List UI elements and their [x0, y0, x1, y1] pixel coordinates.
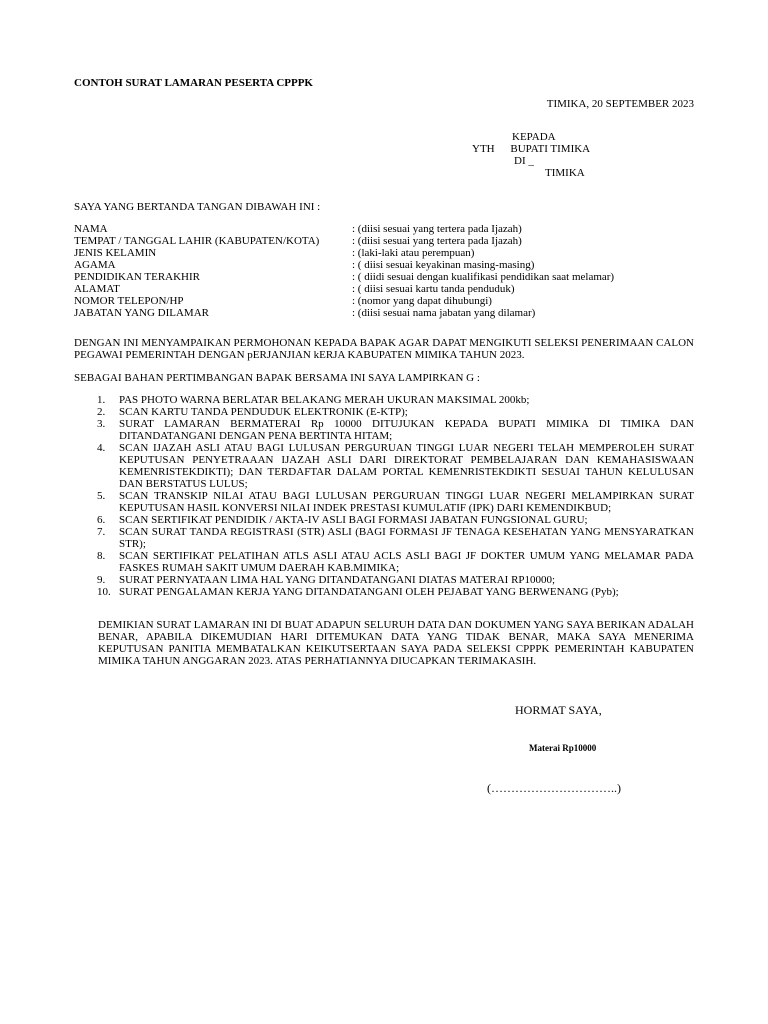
stamp-duty-label: Materai Rp10000 [529, 743, 597, 753]
list-number: 10. [97, 586, 111, 598]
attachment-list [74, 394, 694, 598]
list-number: 8. [97, 550, 106, 562]
field-value: : (laki-laki atau perempuan) [352, 247, 475, 259]
address-city: TIMIKA [545, 167, 585, 179]
closing-salutation: HORMAT SAYA, [515, 703, 602, 717]
address-yth-prefix: YTH [472, 143, 495, 155]
list-text: SURAT LAMARAN BERMATERAI Rp 10000 DITUJUKAN KEPADA BUPATI MIMIKA DI TIMIKA DAN DITANDATANGANI DENGAN PENA BERTINTA HITAM; [119, 418, 694, 442]
list-text: SURAT PERNYATAAN LIMA HAL YANG DITANDATANGANI DIATAS MATERAI RP10000; [119, 574, 556, 586]
applicant-fields [74, 223, 714, 319]
list-number: 7. [97, 526, 106, 538]
list-item [74, 526, 694, 550]
field-label: ALAMAT [74, 283, 120, 295]
list-text: SURAT PENGALAMAN KERJA YANG DITANDATANGANI OLEH PEJABAT YANG BERWENANG (Pyb); [119, 586, 619, 598]
field-row-jenis-kelamin [74, 247, 714, 259]
field-value: : ( diisi sesuai keyakinan masing-masing) [352, 259, 535, 271]
address-di: DI _ [514, 155, 534, 167]
field-label: TEMPAT / TANGGAL LAHIR (KABUPATEN/KOTA) [74, 235, 320, 247]
letter-title: CONTOH SURAT LAMARAN PESERTA CPPPK [74, 77, 313, 89]
list-item [74, 574, 694, 586]
field-label: JABATAN YANG DILAMAR [74, 307, 209, 319]
field-label: JENIS KELAMIN [74, 247, 157, 259]
closing-paragraph: DEMIKIAN SURAT LAMARAN INI DI BUAT ADAPUN SELURUH DATA DAN DOKUMEN YANG SAYA BERIKAN ADALAH BENAR, APABILA DIKEMUDIAN HARI DITEMUKAN DATA YANG TIDAK BENAR, MAKA SAYA MENERIMA KEPUTUSAN PANITIA MEMBATALKAN KEIKUTSERTAAN SAYA PADA SELEKSI CPPPK PEMERINTAH KABUPATEN MIMIKA TAHUN ANGGARAN 2023. ATAS PERHATIANNYA DIUCAPKAN TERIMAKASIH. [98, 619, 694, 667]
list-item [74, 442, 694, 490]
letter-date: TIMIKA, 20 SEPTEMBER 2023 [546, 98, 694, 110]
field-label: NOMOR TELEPON/HP [74, 295, 184, 307]
list-text: SCAN SERTIFIKAT PENDIDIK / AKTA-IV ASLI BAGI FORMASI JABATAN FUNGSIONAL GURU; [119, 514, 588, 526]
field-row-agama [74, 259, 714, 271]
list-text: SCAN KARTU TANDA PENDUDUK ELEKTRONIK (E-KTP); [119, 406, 408, 418]
field-label: PENDIDIKAN TERAKHIR [74, 271, 200, 283]
list-number: 9. [97, 574, 106, 586]
list-number: 3. [97, 418, 106, 430]
field-value: : (diisi sesuai nama jabatan yang dilamar) [352, 307, 536, 319]
list-text: SCAN TRANSKIP NILAI ATAU BAGI LULUSAN PERGURUAN TINGGI LUAR NEGERI MELAMPIRKAN SURAT KEPUTUSAN HASIL KONVERSI NILAI INDEK PRESTASI KUMULATIF (IPK) DARI KEMENDIKBUD; [119, 490, 694, 514]
address-yth-name: BUPATI TIMIKA [510, 143, 591, 155]
address-to: KEPADA [512, 131, 556, 143]
field-row-nama [74, 223, 714, 235]
list-number: 4. [97, 442, 106, 454]
list-item [74, 490, 694, 514]
field-label: NAMA [74, 223, 108, 235]
field-row-pendidikan [74, 271, 714, 283]
field-row-jabatan [74, 307, 714, 319]
field-row-telepon [74, 295, 714, 307]
list-text: SCAN SERTIFIKAT PELATIHAN ATLS ASLI ATAU ACLS ASLI BAGI JF DOKTER UMUM YANG MELAMAR PADA FASKES RUMAH SAKIT UMUM DAERAH KAB.MIMIKA; [119, 550, 694, 574]
list-item [74, 514, 694, 526]
field-value: : (diisi sesuai yang tertera pada Ijazah) [352, 223, 522, 235]
list-number: 1. [97, 394, 106, 406]
list-item [74, 586, 694, 598]
field-value: : ( diisi sesuai kartu tanda penduduk) [352, 283, 515, 295]
list-item [74, 550, 694, 574]
address-yth [472, 143, 590, 155]
list-text: SCAN SURAT TANDA REGISTRASI (STR) ASLI (BAGI FORMASI JF TENAGA KESEHATAN YANG MENSYARATKAN STR); [119, 526, 694, 550]
field-value: : (nomor yang dapat dihubungi) [352, 295, 492, 307]
list-number: 6. [97, 514, 106, 526]
field-value: : (diisi sesuai yang tertera pada Ijazah) [352, 235, 522, 247]
list-item [74, 418, 694, 442]
list-text: SCAN IJAZAH ASLI ATAU BAGI LULUSAN PERGURUAN TINGGI LUAR NEGERI TELAH MEMPEROLEH SURAT KEPUTUSAN PENYETRAAAN IJAZAH ASLI DARI DIREKTORAT PEMBELAJARAN DAN KEMAHASISWAAN KEMENRISTEKDIKTI); DAN TERDAFTAR DALAM PORTAL KEMENRISTEKDIKTI SESUAI TAHUN KELULUSAN DAN BERSTATUS LULUS; [119, 442, 694, 490]
attachment-intro: SEBAGAI BAHAN PERTIMBANGAN BAPAK BERSAMA INI SAYA LAMPIRKAN G : [74, 372, 480, 384]
field-row-alamat [74, 283, 714, 295]
list-number: 2. [97, 406, 106, 418]
list-text: PAS PHOTO WARNA BERLATAR BELAKANG MERAH UKURAN MAKSIMAL 200kb; [119, 394, 530, 406]
field-row-ttl [74, 235, 714, 247]
list-item [74, 406, 694, 418]
signature-line: (…………………………..) [487, 781, 621, 795]
field-value: : ( diidi sesuai dengan kualifikasi pendidikan saat melamar) [352, 271, 615, 283]
list-item [74, 394, 694, 406]
field-label: AGAMA [74, 259, 116, 271]
recipient-address [472, 131, 590, 179]
list-number: 5. [97, 490, 106, 502]
intro-text: SAYA YANG BERTANDA TANGAN DIBAWAH INI : [74, 201, 321, 213]
request-paragraph: DENGAN INI MENYAMPAIKAN PERMOHONAN KEPADA BAPAK AGAR DAPAT MENGIKUTI SELEKSI PENERIMAAN CALON PEGAWAI PEMERINTAH DENGAN pERJANJIAN kERJA KABUPATEN MIMIKA TAHUN 2023. [74, 337, 694, 361]
